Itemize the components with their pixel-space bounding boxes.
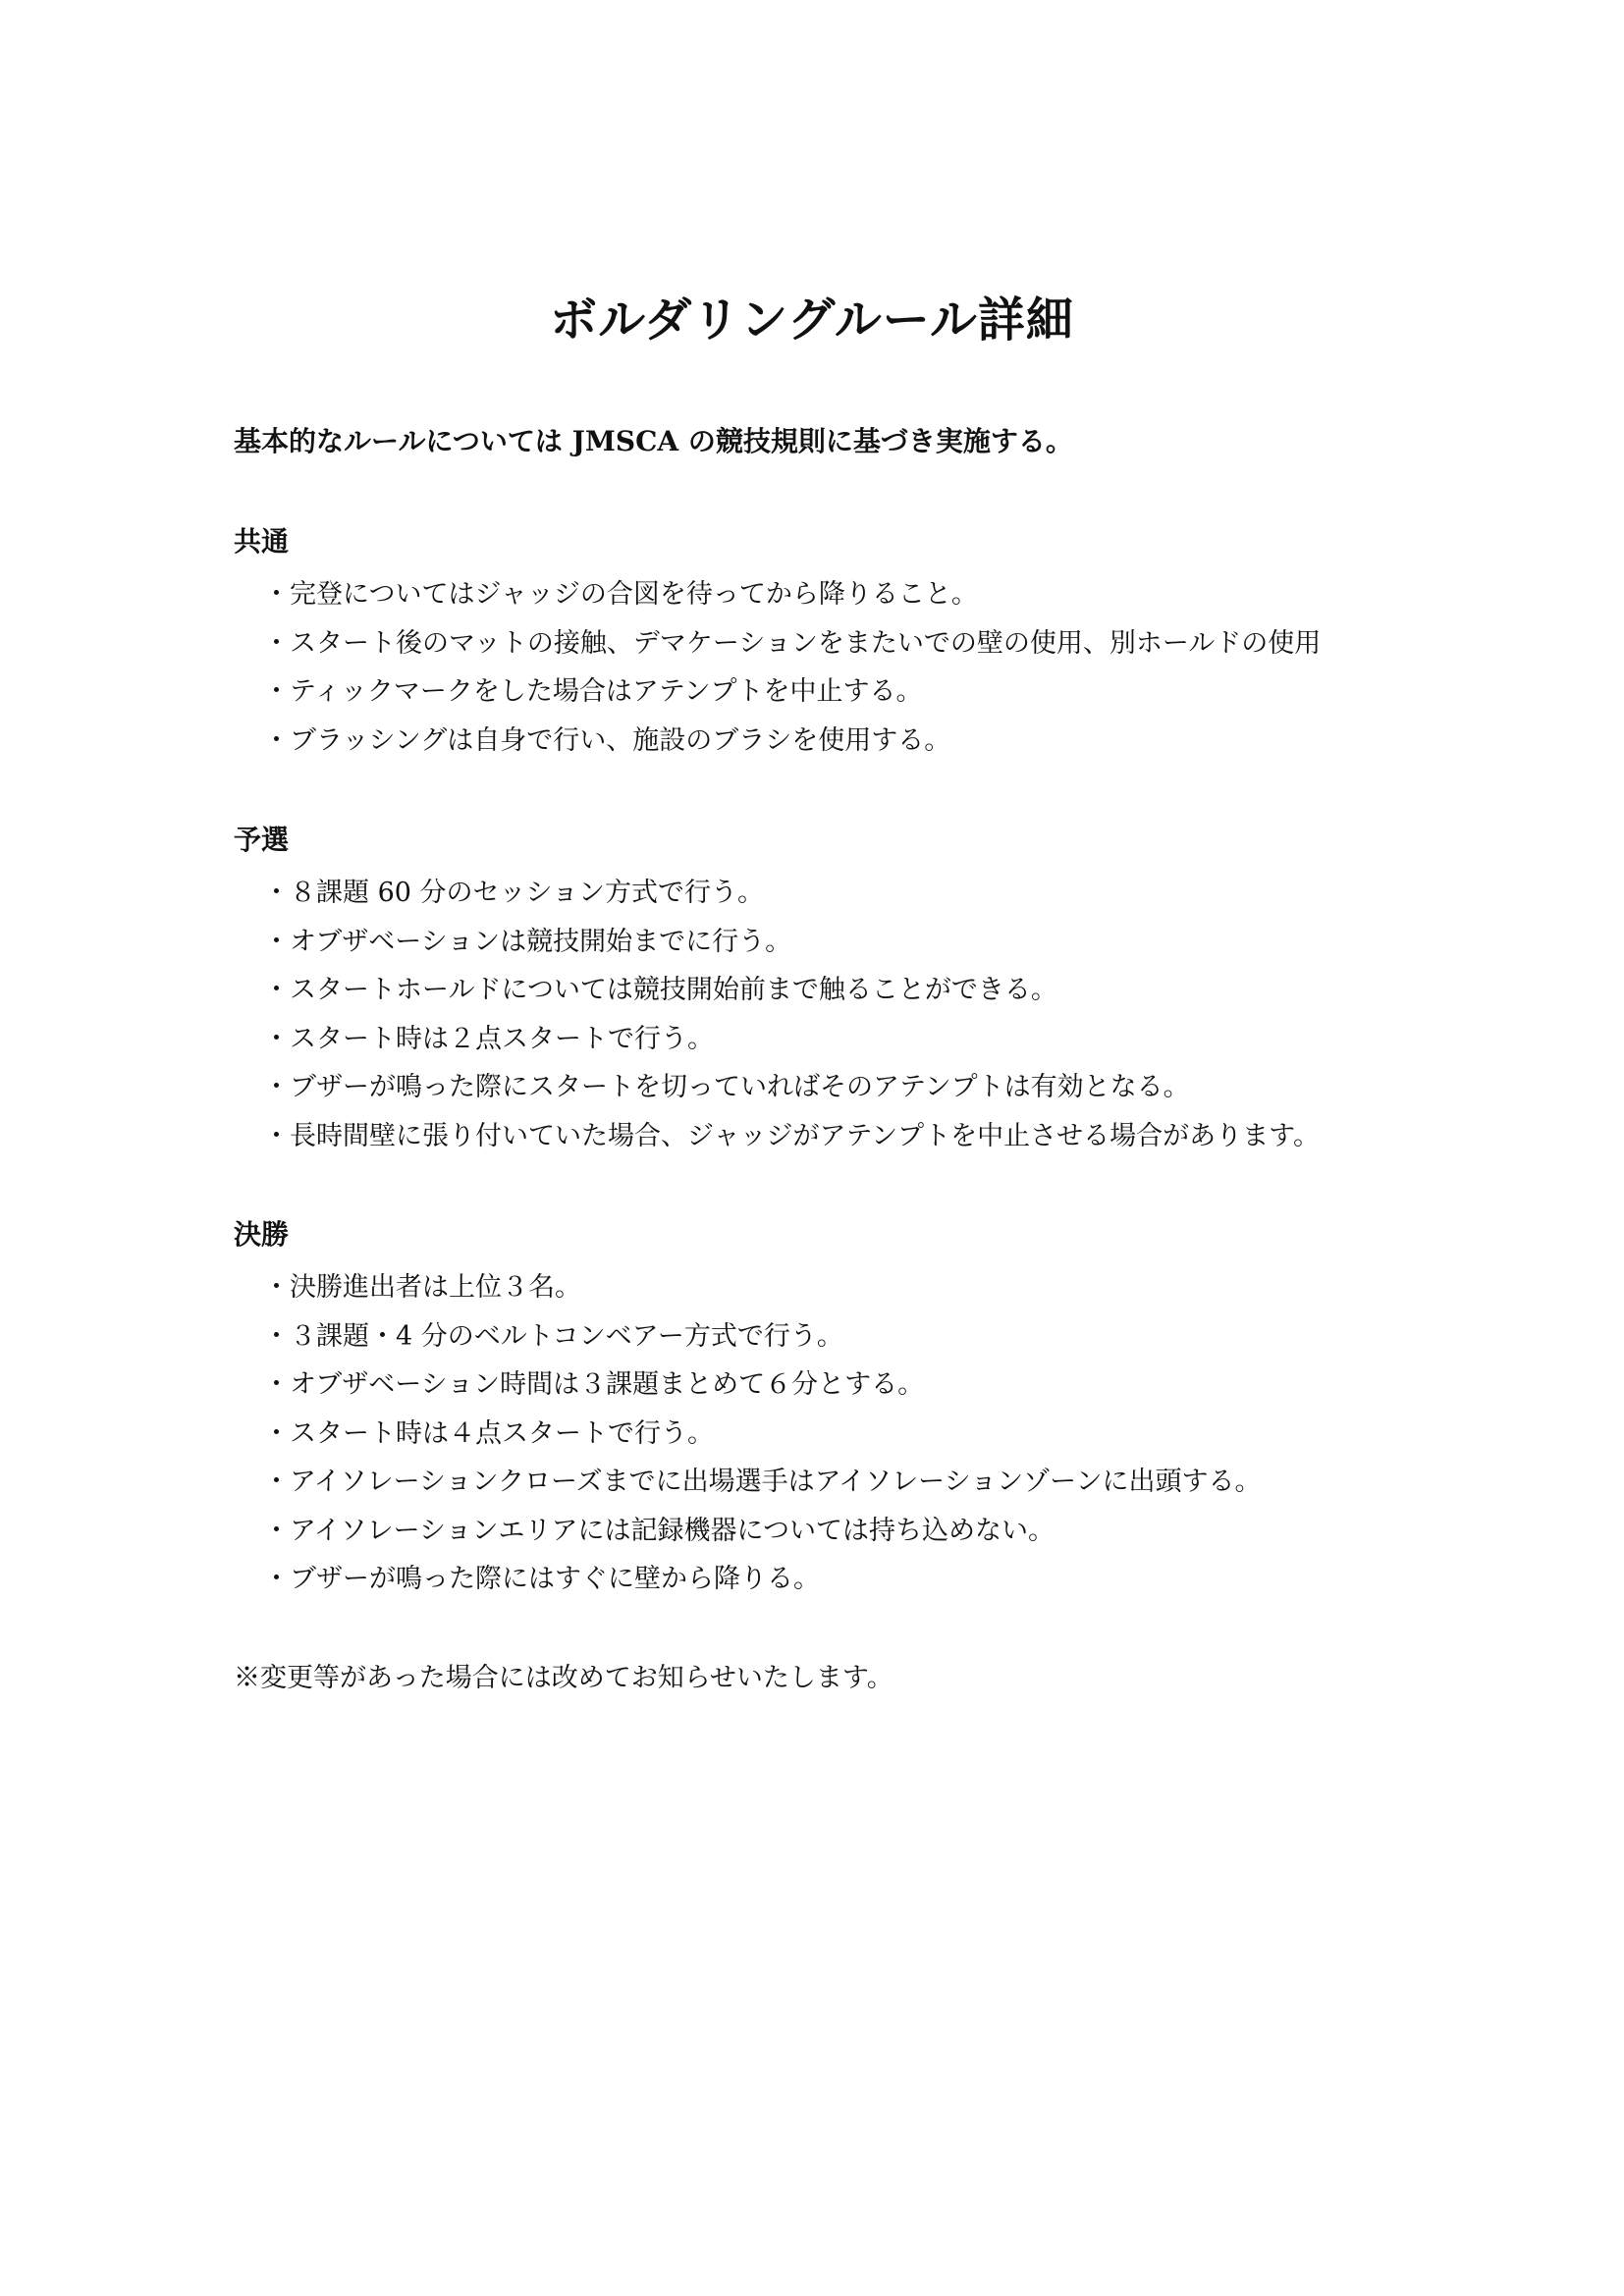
list-item: ・スタート後のマットの接触、デマケーションをまたいでの壁の使用、別ホールドの使用 — [263, 627, 1322, 659]
list-item: ・アイソレーションクローズまでに出場選手はアイソレーションゾーンに出頭する。 — [263, 1467, 1262, 1497]
section-heading-final: 決勝 — [234, 1218, 290, 1251]
list-item: ・長時間壁に張り付いていた場合、ジャッジがアテンプトを中止させる場合があります。 — [263, 1120, 1320, 1151]
list-item: ・ブザーが鳴った際にスタートを切っていればそのアテンプトは有効となる。 — [263, 1072, 1190, 1102]
list-item: ・ブザーが鳴った際にはすぐに壁から降りる。 — [263, 1564, 820, 1594]
list-item: ・オブザベーション時間は３課題まとめて６分とする。 — [263, 1369, 925, 1400]
section-list-final — [263, 1263, 1262, 1604]
list-item: ・３課題・4 分のベルトコンベアー方式で行う。 — [263, 1320, 843, 1352]
list-item: ・決勝進出者は上位３名。 — [263, 1272, 581, 1303]
footer-note: ※変更等があった場合には改めてお知らせいたします。 — [234, 1663, 893, 1693]
list-item: ・スタート時は２点スタートで行う。 — [263, 1023, 714, 1054]
list-item: ・スタート時は４点スタートで行う。 — [263, 1417, 714, 1449]
list-item: ・８課題 60 分のセッション方式で行う。 — [263, 878, 764, 908]
section-heading-common: 共通 — [234, 525, 290, 558]
list-item: ・ブラッシングは自身で行い、施設のブラシを使用する。 — [263, 724, 951, 756]
page-title: ボルダリングルール詳細 — [550, 293, 1074, 347]
list-item: ・完登についてはジャッジの合図を待ってから降りること。 — [263, 579, 978, 610]
list-item: ・アイソレーションエリアには記録機器については持ち込めない。 — [263, 1515, 1055, 1546]
list-item: ・オブザベーションは競技開始までに行う。 — [263, 926, 792, 957]
section-list-common — [263, 570, 1321, 765]
intro-text: 基本的なルールについては JMSCA の競技規則に基づき実施する。 — [234, 425, 1073, 457]
section-heading-qualifier: 予選 — [234, 824, 290, 856]
list-item: ・ティックマークをした場合はアテンプトを中止する。 — [263, 676, 923, 707]
section-list-qualifier — [263, 869, 1320, 1160]
list-item: ・スタートホールドについては競技開始前まで触ることができる。 — [263, 975, 1057, 1005]
